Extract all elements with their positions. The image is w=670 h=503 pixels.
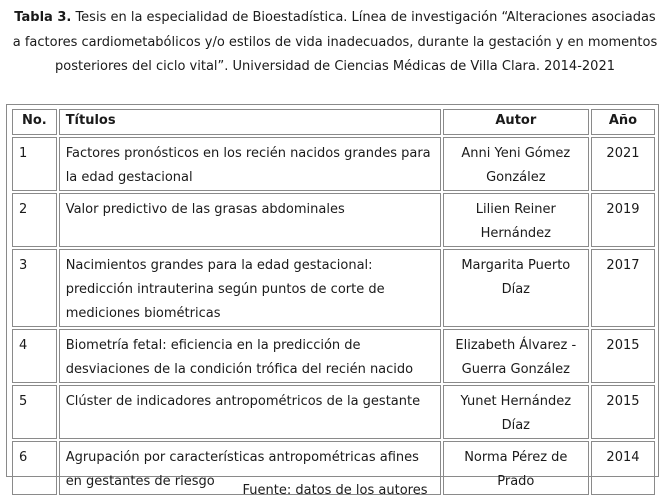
cell-anio: 2015 (591, 329, 655, 383)
cell-no: 1 (12, 137, 57, 191)
cell-titulo: Nacimientos grandes para la edad gestacional: predicción intrauterina según puntos de corte de mediciones biométricas (59, 249, 441, 327)
table-row (12, 137, 655, 191)
table-row (12, 193, 655, 247)
table-row (12, 249, 655, 327)
cell-no: 5 (12, 385, 57, 439)
cell-titulo: Agrupación por características antropométricas afines en gestantes de riesgo (59, 441, 441, 495)
header-titulos: Títulos (59, 109, 441, 135)
cell-titulo: Clúster de indicadores antropométricos de la gestante (59, 385, 441, 439)
table-header-row (12, 109, 655, 135)
header-anio: Año (591, 109, 655, 135)
caption-label: Tabla 3. (14, 10, 72, 25)
table-caption (10, 6, 660, 80)
header-no: No. (12, 109, 57, 135)
cell-no: 4 (12, 329, 57, 383)
cell-autor: Yunet Hernández Díaz (443, 385, 589, 439)
cell-autor: Anni Yeni Gómez González (443, 137, 589, 191)
cell-anio: 2021 (591, 137, 655, 191)
table-row (12, 329, 655, 383)
cell-autor: Elizabeth Álvarez - Guerra González (443, 329, 589, 383)
cell-no: 3 (12, 249, 57, 327)
cell-anio: 2015 (591, 385, 655, 439)
cell-titulo: Factores pronósticos en los recién nacidos grandes para la edad gestacional (59, 137, 441, 191)
cell-anio: 2017 (591, 249, 655, 327)
cell-autor: Margarita Puerto Díaz (443, 249, 589, 327)
cell-anio: 2014 (591, 441, 655, 495)
caption-text: Tesis en la especialidad de Bioestadística. Línea de investigación “Alteraciones asociadas a factores cardiometabólicos y/o estilos de vida inadecuados, durante la gestación y en momentos posteriores del ciclo vital”. Universidad de Ciencias Médicas de Villa Clara. 2014-2021 (12, 10, 658, 74)
cell-no: 2 (12, 193, 57, 247)
header-autor: Autor (443, 109, 589, 135)
cell-titulo: Valor predictivo de las grasas abdominales (59, 193, 441, 247)
cell-titulo: Biometría fetal: eficiencia en la predicción de desviaciones de la condición trófica del recién nacido (59, 329, 441, 383)
table-source-note: Fuente: datos de los autores (242, 483, 428, 498)
cell-autor: Norma Pérez de Prado (443, 441, 589, 495)
cell-autor: Lilien Reiner Hernández (443, 193, 589, 247)
thesis-table (10, 107, 657, 497)
cell-no: 6 (12, 441, 57, 495)
table-row (12, 385, 655, 439)
cell-anio: 2019 (591, 193, 655, 247)
